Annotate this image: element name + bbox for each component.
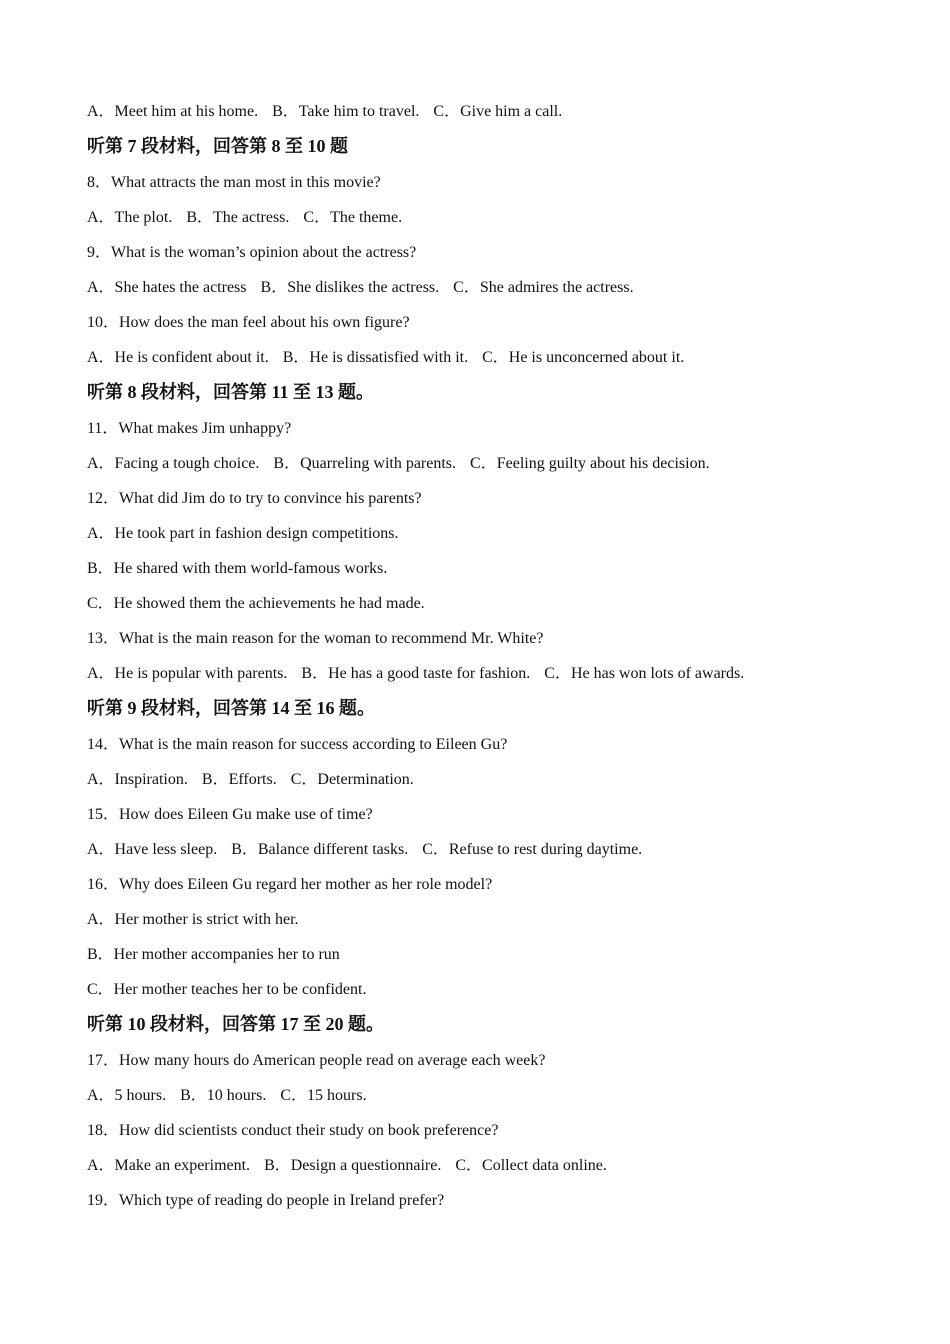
question-line: 12．What did Jim do to try to convince his parents? [87, 490, 422, 507]
question-line: 11．What makes Jim unhappy? [87, 420, 292, 437]
question-line: 18．How did scientists conduct their study on book preference? [87, 1122, 499, 1139]
section-heading: 听第 10 段材料，回答第 17 至 20 题。 [87, 1014, 384, 1034]
answer-option: A．Make an experiment. [87, 1157, 251, 1174]
answer-options [87, 203, 887, 238]
answer-option: B．He has a good taste for fashion. [301, 665, 531, 682]
question-line: 16．Why does Eileen Gu regard her mother as her role model? [87, 876, 493, 893]
answer-option: C．Collect data online. [455, 1157, 607, 1174]
answer-option: B．Design a questionnaire. [264, 1157, 442, 1174]
answer-option: C．15 hours. [280, 1087, 367, 1104]
answer-option: A．Inspiration. [87, 771, 188, 788]
answer-options [87, 343, 887, 378]
document-page [87, 97, 887, 1221]
answer-option: B．Take him to travel. [272, 103, 420, 120]
question-line: 10．How does the man feel about his own figure? [87, 314, 410, 331]
answer-option: B．He is dissatisfied with it. [282, 349, 469, 366]
answer-options [87, 835, 887, 870]
question-line: 17．How many hours do American people read on average each week? [87, 1052, 546, 1069]
section-heading: 听第 9 段材料，回答第 14 至 16 题。 [87, 698, 375, 718]
answer-options [87, 449, 887, 484]
answer-options [87, 273, 887, 308]
answer-option: C．Refuse to rest during daytime. [422, 841, 643, 858]
question-line: C．Her mother teaches her to be confident. [87, 981, 367, 998]
answer-option: A．Have less sleep. [87, 841, 218, 858]
answer-option: B．Balance different tasks. [231, 841, 409, 858]
question-line: A．He took part in fashion design competitions. [87, 525, 399, 542]
answer-option: B．She dislikes the actress. [260, 279, 440, 296]
question-line: B．Her mother accompanies her to run [87, 946, 340, 963]
answer-option: A．Facing a tough choice. [87, 455, 260, 472]
answer-option: C．The theme. [303, 209, 403, 226]
question-line: B．He shared with them world-famous works. [87, 560, 388, 577]
answer-option: C．Determination. [290, 771, 414, 788]
question-line: 19．Which type of reading do people in Ireland prefer? [87, 1192, 445, 1209]
section-heading: 听第 8 段材料，回答第 11 至 13 题。 [87, 382, 375, 402]
answer-option: B．The actress. [186, 209, 290, 226]
answer-option: A．The plot. [87, 209, 173, 226]
answer-option: B．Quarreling with parents. [273, 455, 457, 472]
answer-option: C．He is unconcerned about it. [482, 349, 685, 366]
answer-option: C．He has won lots of awards. [544, 665, 745, 682]
question-line: A．Her mother is strict with her. [87, 911, 299, 928]
answer-option: C．Feeling guilty about his decision. [470, 455, 710, 472]
answer-option: A．She hates the actress [87, 279, 247, 296]
answer-option: A．He is confident about it. [87, 349, 269, 366]
question-line: 13．What is the main reason for the woman to recommend Mr. White? [87, 630, 544, 647]
answer-option: B．10 hours. [180, 1087, 267, 1104]
question-line: C．He showed them the achievements he had made. [87, 595, 425, 612]
section-heading: 听第 7 段材料，回答第 8 至 10 题 [87, 136, 348, 156]
answer-option: A．He is popular with parents. [87, 665, 288, 682]
question-line: 15．How does Eileen Gu make use of time? [87, 806, 373, 823]
answer-options [87, 765, 887, 800]
answer-option: C．Give him a call. [433, 103, 563, 120]
answer-options [87, 97, 887, 132]
answer-options [87, 1081, 887, 1116]
question-line: 8．What attracts the man most in this movie? [87, 174, 381, 191]
answer-option: A．5 hours. [87, 1087, 167, 1104]
answer-option: A．Meet him at his home. [87, 103, 259, 120]
answer-option: B．Efforts. [201, 771, 277, 788]
answer-options [87, 1151, 887, 1186]
question-line: 14．What is the main reason for success according to Eileen Gu? [87, 736, 508, 753]
answer-option: C．She admires the actress. [453, 279, 634, 296]
answer-options [87, 659, 887, 694]
question-line: 9．What is the woman’s opinion about the actress? [87, 244, 417, 261]
